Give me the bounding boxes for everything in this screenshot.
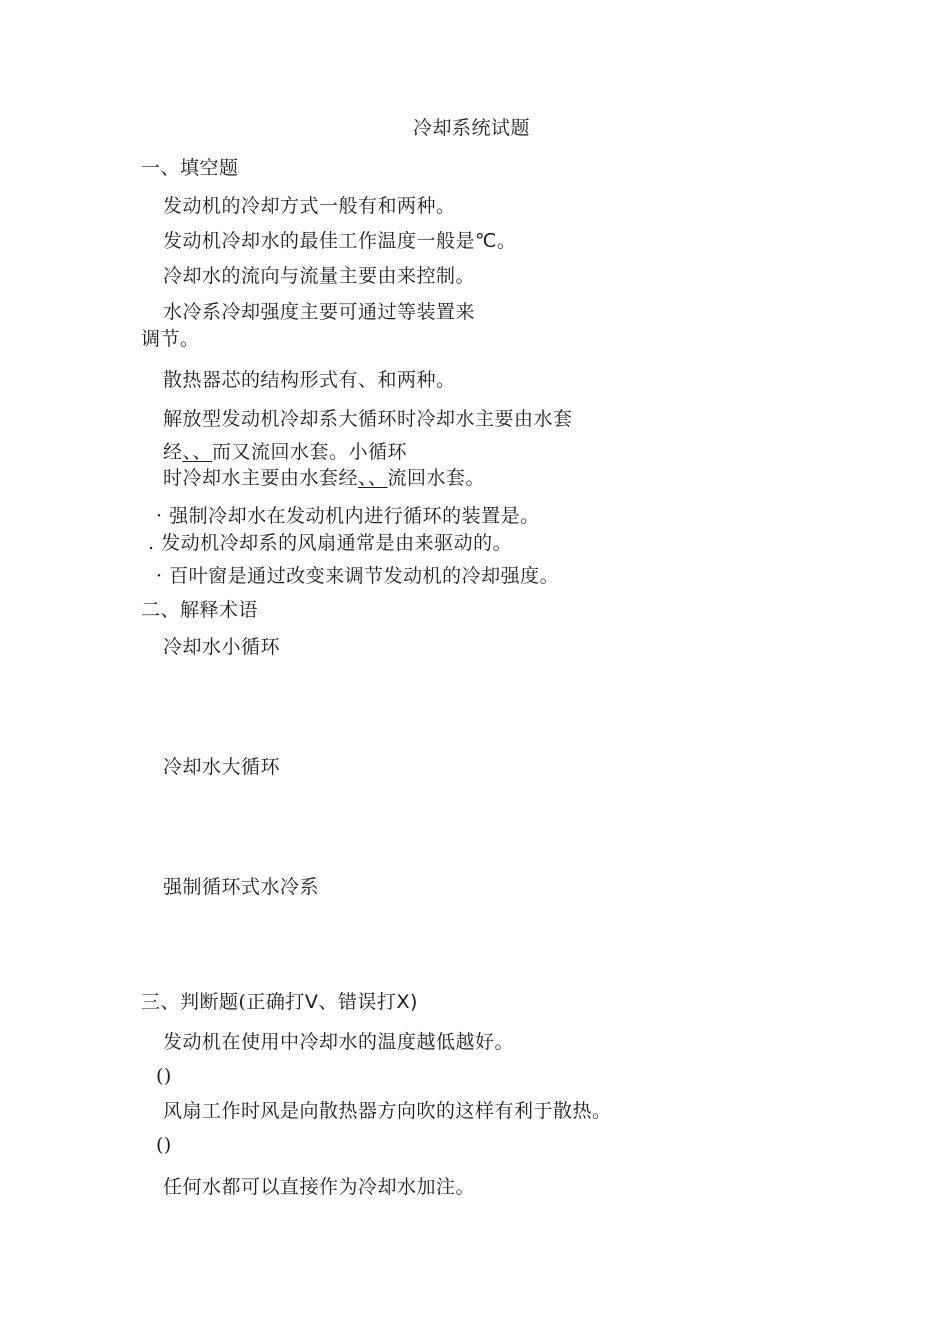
term-3: 强制循环式水冷系 [163,876,320,898]
section-heading-fill-in: 一、填空题 [141,157,239,179]
fill-question-2-text: 发动机冷却水的最佳工作温度一般是 [163,230,476,252]
fill-question-1: 发动机的冷却方式一般有和两种。 [163,195,456,217]
term-1: 冷却水小循环 [163,636,281,658]
section-heading-true-false-v: V [304,991,319,1013]
fill-question-6-line-2-b: 而又流回水套。小循环 [212,441,408,463]
term-2: 冷却水大循环 [163,756,281,778]
section-heading-true-false-b: 、错误打 [318,991,397,1013]
fill-question-4-line-1: 水冷系冷却强度主要可通过等装置来 [163,301,476,323]
judge-question-1: 发动机在使用中冷却水的温度越低越好。 [163,1031,515,1053]
page-title: 冷却系统试题 [413,117,531,139]
fill-question-6-line-3-a: 时冷却水主要由水套经 [163,467,359,489]
judge-question-1-paren: () [156,1065,172,1087]
fill-question-2 [163,229,516,253]
fill-question-5: 散热器芯的结构形式有、和两种。 [163,369,456,391]
fill-question-8: . 发动机冷却系的风扇通常是由来驱动的。 [148,532,513,554]
section-heading-terms: 二、解释术语 [141,599,259,621]
section-heading-true-false-a: 三、判断题(正确打 [141,991,305,1013]
fill-question-2-end: 。 [496,230,517,252]
fill-question-7: · 强制冷却水在发动机内进行循环的装置是。 [156,505,540,527]
section-heading-true-false [141,990,418,1014]
fill-question-9: · 百叶窗是通过改变来调节发动机的冷却强度。 [156,565,560,587]
fill-question-6-line-3-b: 流回水套。 [387,467,486,489]
judge-question-2: 风扇工作时风是向散热器方向吹的这样有利于散热。 [163,1100,612,1122]
section-heading-true-false-x: X) [396,991,418,1013]
fill-question-6-line-2 [163,440,407,464]
blank-underline: 、、 [182,441,213,463]
judge-question-3: 任何水都可以直接作为冷却水加注。 [163,1176,476,1198]
fill-question-6-line-3 [163,466,485,490]
fill-question-4-line-2: 调节。 [141,328,200,350]
fill-question-3: 冷却水的流向与流量主要由来控制。 [163,265,476,287]
fill-question-6-line-2-a: 经 [163,441,183,463]
fill-question-2-unit: ℃ [475,230,497,252]
blank-underline: 、、 [358,467,388,489]
fill-question-6-line-1: 解放型发动机冷却系大循环时冷却水主要由水套 [163,408,573,430]
judge-question-2-paren: () [156,1134,172,1156]
